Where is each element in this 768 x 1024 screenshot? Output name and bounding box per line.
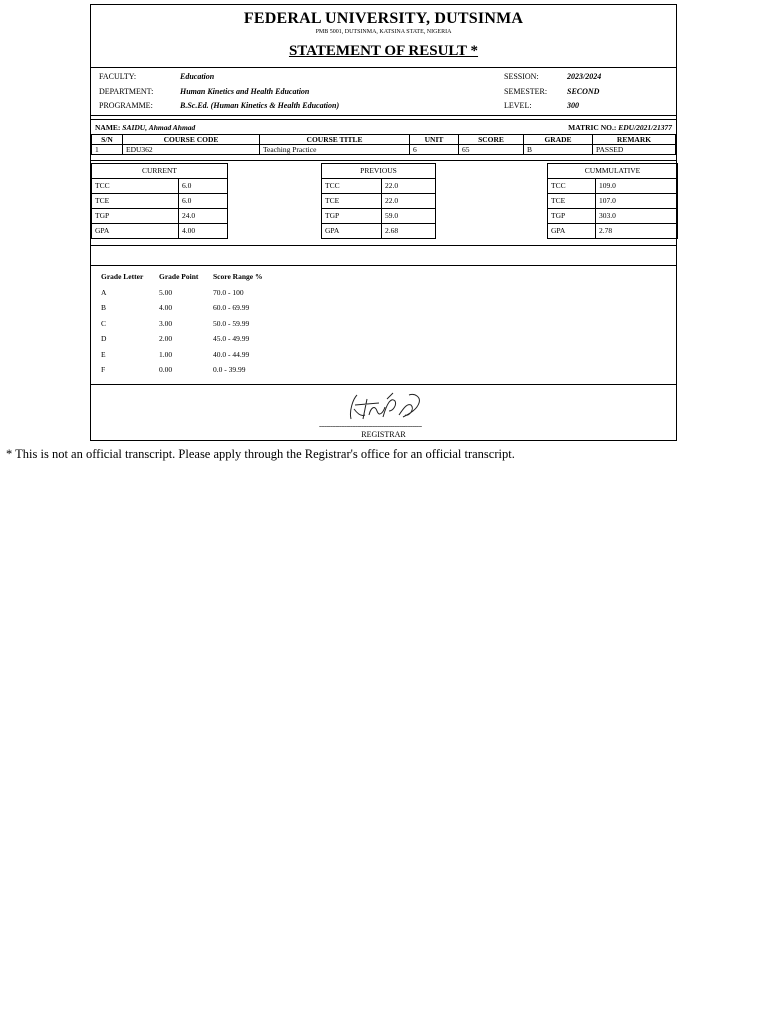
table-row (101, 331, 262, 347)
cumulative-gpa-label: GPA (548, 224, 596, 239)
cell-course-title: Teaching Practice (260, 145, 410, 155)
student-name-line (95, 123, 195, 132)
matric-line (568, 123, 672, 132)
grade-letter: F (101, 365, 106, 375)
cell-sn: 1 (92, 145, 123, 155)
cumulative-tcc-label: TCC (548, 179, 596, 194)
session-label: SESSION: (504, 72, 539, 81)
cumulative-tce-value: 107.0 (596, 194, 678, 209)
cell-unit: 6 (410, 145, 459, 155)
current-gpa-label: GPA (92, 224, 179, 239)
student-name: SAIDU, Ahmad Ahmad (122, 123, 196, 132)
col-sn: S/N (92, 135, 123, 145)
cumulative-title: CUMMULATIVE (548, 164, 678, 179)
grade-point: 5.00 (159, 287, 173, 297)
faculty-value: Education (180, 72, 215, 81)
course-table (91, 134, 676, 155)
table-row (101, 285, 262, 301)
statement-title: STATEMENT OF RESULT * (288, 43, 479, 59)
col-grade: GRADE (524, 135, 593, 145)
department-label: DEPARTMENT: (99, 87, 154, 96)
programme-label: PROGRAMME: (99, 101, 153, 110)
current-tcc-value: 6.0 (179, 179, 228, 194)
divider (91, 155, 676, 161)
semester-label: SEMESTER: (504, 87, 548, 96)
cell-course-code: EDU362 (123, 145, 260, 155)
current-summary (91, 163, 228, 239)
previous-tcc-label: TCC (322, 179, 382, 194)
score-range: 45.0 - 49.99 (213, 334, 250, 344)
previous-title: PREVIOUS (322, 164, 436, 179)
previous-summary (321, 163, 436, 239)
university-name: FEDERAL UNIVERSITY, DUTSINMA (243, 10, 524, 27)
cumulative-tcc-value: 109.0 (596, 179, 678, 194)
col-remark: REMARK (593, 135, 676, 145)
table-row (101, 300, 262, 316)
name-bar (91, 119, 676, 134)
current-tce-label: TCE (92, 194, 179, 209)
matric-label: MATRIC NO.: (568, 123, 617, 132)
grade-letter: E (101, 349, 106, 359)
grade-letter: A (101, 287, 107, 297)
grade-point: 1.00 (159, 349, 173, 359)
previous-gpa-label: GPA (322, 224, 382, 239)
level-label: LEVEL: (504, 101, 532, 110)
current-gpa-value: 4.00 (179, 224, 228, 239)
current-tce-value: 6.0 (179, 194, 228, 209)
col-course-code: COURSE CODE (123, 135, 260, 145)
cumulative-gpa-value: 2.78 (596, 224, 678, 239)
current-tcc-label: TCC (92, 179, 179, 194)
col-grade-point: Grade Point (159, 272, 199, 282)
department-value: Human Kinetics and Health Education (180, 87, 310, 96)
result-sheet (90, 4, 677, 441)
grade-letter: C (101, 318, 107, 328)
previous-tce-value: 22.0 (382, 194, 436, 209)
cell-score: 65 (459, 145, 524, 155)
semester-value: SECOND (567, 87, 600, 96)
score-range: 60.0 - 69.99 (213, 303, 250, 313)
grade-letter: B (101, 303, 107, 313)
course-header-row (92, 135, 676, 145)
grade-point: 0.00 (159, 365, 173, 375)
signature-block (91, 384, 676, 442)
registrar-label: REGISTRAR (361, 430, 406, 439)
university-address: PMB 5001, DUTSINMA, KATSINA STATE, NIGERIA (315, 29, 452, 35)
divider (91, 265, 676, 266)
col-course-title: COURSE TITLE (260, 135, 410, 145)
previous-tgp-value: 59.0 (382, 209, 436, 224)
name-label: NAME: (95, 123, 121, 132)
faculty-label: FACULTY: (99, 72, 137, 81)
cumulative-tgp-label: TGP (548, 209, 596, 224)
cumulative-tce-label: TCE (548, 194, 596, 209)
level-value: 300 (567, 101, 579, 110)
current-tgp-label: TGP (92, 209, 179, 224)
col-unit: UNIT (410, 135, 459, 145)
grade-point: 2.00 (159, 334, 173, 344)
grade-letter: D (101, 334, 107, 344)
cumulative-tgp-value: 303.0 (596, 209, 678, 224)
matric-number: EDU/2021/21377 (618, 123, 672, 132)
cell-remark: PASSED (593, 145, 676, 155)
col-score: SCORE (459, 135, 524, 145)
table-row (101, 362, 262, 378)
table-row (92, 145, 676, 155)
previous-gpa-value: 2.68 (382, 224, 436, 239)
previous-tcc-value: 22.0 (382, 179, 436, 194)
cell-grade: B (524, 145, 593, 155)
grade-point: 3.00 (159, 318, 173, 328)
signature-line: -------------------------------------------------------- (319, 422, 422, 430)
student-info (91, 68, 676, 116)
score-range: 0.0 - 39.99 (213, 365, 246, 375)
grading-table (101, 269, 262, 378)
score-range: 40.0 - 44.99 (213, 349, 250, 359)
footnote: * This is not an official transcript. Please apply through the Registrar's office for an official transcript. (6, 447, 515, 461)
current-title: CURRENT (92, 164, 228, 179)
col-grade-letter: Grade Letter (101, 272, 144, 282)
table-row (101, 347, 262, 363)
previous-tce-label: TCE (322, 194, 382, 209)
current-tgp-value: 24.0 (179, 209, 228, 224)
session-value: 2023/2024 (567, 72, 602, 81)
divider (91, 245, 676, 246)
table-row (101, 316, 262, 332)
signature-icon (345, 389, 425, 423)
grading-header-row (101, 269, 262, 285)
col-score-range: Score Range % (213, 272, 263, 282)
sheet-header (91, 5, 676, 68)
previous-tgp-label: TGP (322, 209, 382, 224)
programme-value: B.Sc.Ed. (Human Kinetics & Health Education) (180, 101, 340, 110)
score-range: 50.0 - 59.99 (213, 318, 250, 328)
score-range: 70.0 - 100 (213, 287, 244, 297)
cumulative-summary (547, 163, 678, 239)
grade-point: 4.00 (159, 303, 173, 313)
